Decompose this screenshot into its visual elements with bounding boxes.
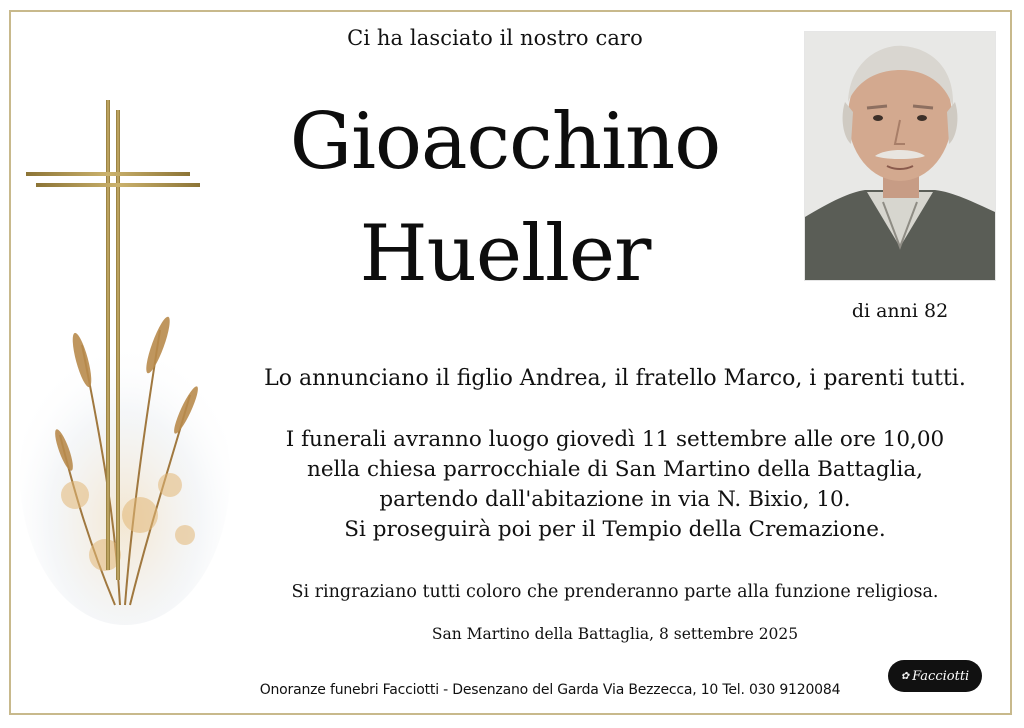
facciotti-logo xyxy=(888,660,982,692)
cross-and-wheat-decoration xyxy=(20,95,230,625)
place-and-date: San Martino della Battaglia, 8 settembre 2025 xyxy=(431,625,799,643)
funeral-line: partendo dall'abitazione in via N. Bixio, 10. xyxy=(379,487,851,512)
announcement-text: Lo annunciano il figlio Andrea, il fratello Marco, i parenti tutti. xyxy=(264,366,966,391)
thanks-text: Si ringraziano tutti coloro che prenderanno parte alla funzione religiosa. xyxy=(291,582,939,602)
logo-text: Facciotti xyxy=(912,668,970,684)
funeral-home-footer: Onoranze funebri Facciotti - Desenzano del Garda Via Bezzecca, 10 Tel. 030 9120084 xyxy=(259,682,841,698)
funeral-line: I funerali avranno luogo giovedì 11 settembre alle ore 10,00 xyxy=(285,427,945,452)
soft-haze xyxy=(20,325,230,625)
intro-text: Ci ha lasciato il nostro caro xyxy=(347,26,643,50)
funeral-line: nella chiesa parrocchiale di San Martino della Battaglia, xyxy=(306,457,923,482)
rose-icon: ✿ xyxy=(900,670,910,682)
age-text: di anni 82 xyxy=(851,300,949,322)
funeral-line: Si proseguirà poi per il Tempio della Cremazione. xyxy=(344,517,886,542)
funeral-details xyxy=(230,425,1000,545)
deceased-last-name: Hueller xyxy=(359,209,651,299)
portrait-photo xyxy=(805,32,995,280)
deceased-first-name: Gioacchino xyxy=(289,97,721,187)
